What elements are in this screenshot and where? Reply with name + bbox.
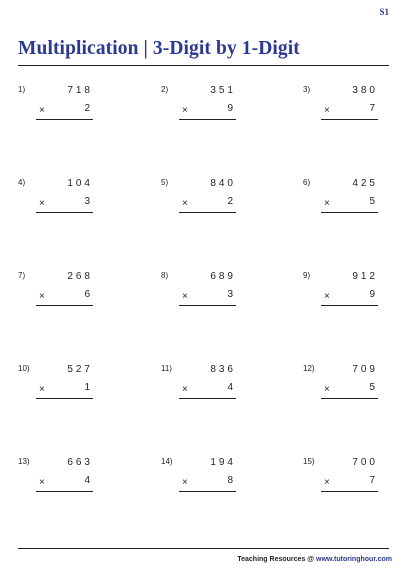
problem-number: 2): [161, 85, 169, 94]
multiplicand: 527: [67, 364, 93, 375]
problem-number: 10): [18, 364, 30, 373]
problem-number: 11): [161, 364, 172, 373]
multiplier: 4: [84, 475, 90, 486]
problem-4: [18, 178, 93, 218]
multiplier: 2: [84, 103, 90, 114]
answer-line: [321, 305, 378, 306]
problem-number: 3): [303, 85, 311, 94]
multiplier: 2: [227, 196, 233, 207]
multiplier: 9: [227, 103, 233, 114]
problem-8: [161, 271, 236, 311]
multiply-sign: ×: [324, 384, 330, 395]
multiply-sign: ×: [182, 384, 188, 395]
problem-number: 13): [18, 457, 30, 466]
problem-number: 9): [303, 271, 311, 280]
problem-7: [18, 271, 93, 311]
answer-line: [321, 119, 378, 120]
multiplicand: 380: [352, 85, 378, 96]
multiplicand: 268: [67, 271, 93, 282]
multiplicand: 700: [352, 457, 378, 468]
multiplier: 4: [227, 382, 233, 393]
multiply-sign: ×: [182, 291, 188, 302]
answer-line: [179, 398, 236, 399]
footer-prefix: Teaching Resources @: [237, 556, 317, 563]
multiplicand: 351: [210, 85, 236, 96]
footer-site-link[interactable]: www.tutoringhour.com: [316, 556, 392, 563]
header-rule: [18, 65, 389, 66]
answer-line: [36, 119, 93, 120]
multiplier: 6: [84, 289, 90, 300]
multiplicand: 912: [352, 271, 378, 282]
problem-number: 15): [303, 457, 315, 466]
problem-12: [303, 364, 378, 404]
sheet-code: S1: [379, 7, 389, 17]
multiply-sign: ×: [324, 291, 330, 302]
multiply-sign: ×: [39, 291, 45, 302]
answer-line: [179, 212, 236, 213]
problem-9: [303, 271, 378, 311]
multiply-sign: ×: [39, 198, 45, 209]
problem-13: [18, 457, 93, 497]
answer-line: [36, 305, 93, 306]
problem-number: 14): [161, 457, 173, 466]
answer-line: [36, 491, 93, 492]
multiply-sign: ×: [182, 105, 188, 116]
answer-line: [179, 491, 236, 492]
problem-6: [303, 178, 378, 218]
problem-number: 12): [303, 364, 315, 373]
problem-number: 1): [18, 85, 26, 94]
problem-number: 5): [161, 178, 169, 187]
multiplier: 7: [369, 475, 375, 486]
multiplier: 3: [84, 196, 90, 207]
multiply-sign: ×: [182, 198, 188, 209]
answer-line: [179, 119, 236, 120]
problem-2: [161, 85, 236, 125]
problem-number: 4): [18, 178, 26, 187]
multiplier: 9: [369, 289, 375, 300]
answer-line: [179, 305, 236, 306]
multiplier: 7: [369, 103, 375, 114]
answer-line: [321, 398, 378, 399]
multiplicand: 709: [352, 364, 378, 375]
answer-line: [321, 212, 378, 213]
multiply-sign: ×: [39, 477, 45, 488]
multiplier: 5: [369, 196, 375, 207]
multiply-sign: ×: [324, 198, 330, 209]
multiplier: 3: [227, 289, 233, 300]
problem-10: [18, 364, 93, 404]
multiplicand: 689: [210, 271, 236, 282]
multiplicand: 840: [210, 178, 236, 189]
multiplicand: 425: [352, 178, 378, 189]
problem-3: [303, 85, 378, 125]
footer-rule: [18, 548, 389, 549]
problem-11: [161, 364, 236, 404]
multiplicand: 836: [210, 364, 236, 375]
problem-15: [303, 457, 378, 497]
problem-number: 8): [161, 271, 169, 280]
answer-line: [36, 212, 93, 213]
problem-number: 6): [303, 178, 311, 187]
problem-5: [161, 178, 236, 218]
multiplicand: 663: [67, 457, 93, 468]
page-title: Multiplication | 3-Digit by 1-Digit: [18, 38, 300, 59]
multiplicand: 104: [67, 178, 93, 189]
multiplier: 5: [369, 382, 375, 393]
problem-number: 7): [18, 271, 26, 280]
answer-line: [36, 398, 93, 399]
problem-1: [18, 85, 93, 125]
answer-line: [321, 491, 378, 492]
multiplicand: 194: [210, 457, 236, 468]
multiplicand: 718: [67, 85, 93, 96]
multiply-sign: ×: [39, 384, 45, 395]
problem-14: [161, 457, 236, 497]
footer-credit: [237, 556, 392, 563]
multiplier: 8: [227, 475, 233, 486]
multiplier: 1: [84, 382, 90, 393]
multiply-sign: ×: [324, 105, 330, 116]
multiply-sign: ×: [39, 105, 45, 116]
multiply-sign: ×: [182, 477, 188, 488]
multiply-sign: ×: [324, 477, 330, 488]
